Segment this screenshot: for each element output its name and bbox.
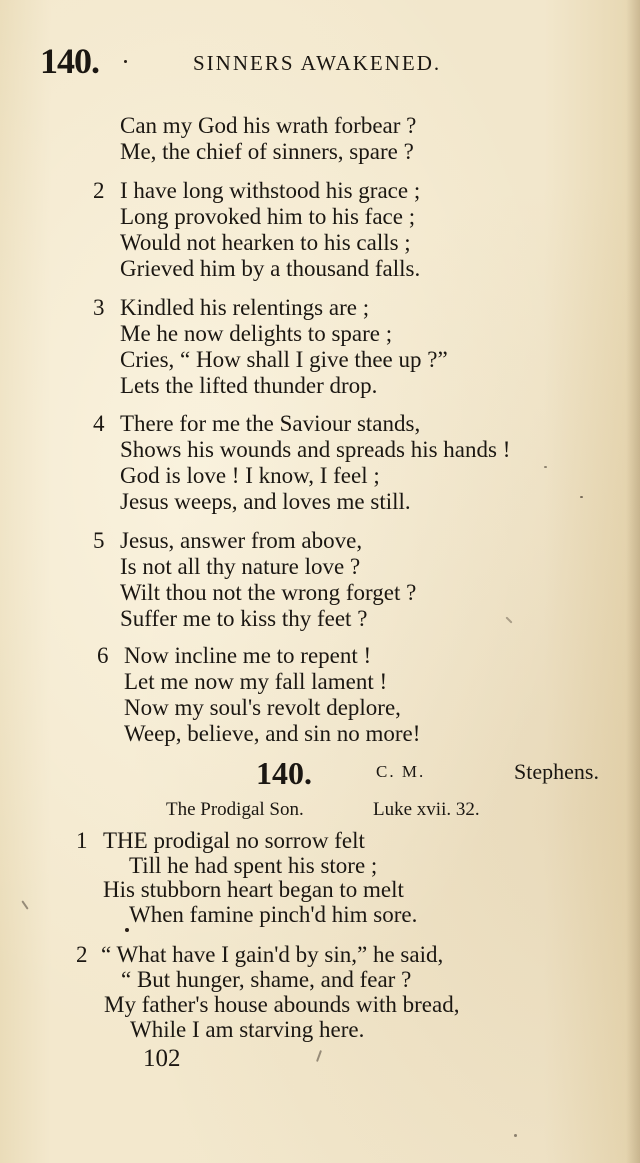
verse-line: While I am starving here. bbox=[130, 1017, 365, 1042]
verse-line: Long provoked him to his face ; bbox=[120, 204, 416, 229]
page-edge-shadow bbox=[626, 0, 640, 1163]
verse-line: Me he now delights to spare ; bbox=[120, 321, 393, 346]
verse-line: THE prodigal no sorrow felt bbox=[103, 828, 365, 853]
ink-speck bbox=[580, 496, 583, 498]
verse-line: Suffer me to kiss thy feet ? bbox=[120, 606, 368, 631]
verse-line: God is love ! I know, I feel ; bbox=[120, 463, 380, 488]
verse-line: Till he had spent his store ; bbox=[129, 853, 378, 878]
verse-line: Now my soul's revolt deplore, bbox=[124, 695, 401, 720]
verse-line: Now incline me to repent ! bbox=[124, 643, 372, 668]
header-hymn-number: 140. bbox=[40, 41, 99, 81]
ink-speck bbox=[505, 616, 512, 623]
verse-line: There for me the Saviour stands, bbox=[120, 411, 421, 436]
verse-line: Is not all thy nature love ? bbox=[120, 554, 361, 579]
verse-line: Jesus weeps, and loves me still. bbox=[120, 489, 411, 514]
hymn-subtitle: The Prodigal Son. bbox=[166, 799, 304, 820]
stanza-number: 1 bbox=[76, 828, 88, 853]
stanza-number: 6 bbox=[97, 643, 109, 668]
ink-speck bbox=[316, 1050, 322, 1062]
verse-line: Me, the chief of sinners, spare ? bbox=[120, 139, 414, 164]
verse-line: Lets the lifted thunder drop. bbox=[120, 373, 378, 398]
verse-line: I have long withstood his grace ; bbox=[120, 178, 421, 203]
stanza-number: 2 bbox=[76, 942, 88, 967]
ink-speck bbox=[544, 466, 547, 468]
verse-line: Kindled his relentings are ; bbox=[120, 295, 370, 320]
verse-line: His stubborn heart began to melt bbox=[103, 877, 404, 902]
stanza-number: 4 bbox=[93, 411, 105, 436]
verse-line: Weep, believe, and sin no more! bbox=[124, 721, 421, 746]
scripture-reference: Luke xvii. 32. bbox=[373, 799, 480, 820]
stanza-number: 2 bbox=[93, 178, 105, 203]
running-title: SINNERS AWAKENED. bbox=[193, 51, 442, 75]
ink-speck bbox=[124, 60, 127, 63]
hymn-number: 140. bbox=[256, 755, 312, 791]
verse-line: Jesus, answer from above, bbox=[120, 528, 363, 553]
verse-line: “ What have I gain'd by sin,” he said, bbox=[101, 942, 444, 967]
verse-line: “ But hunger, shame, and fear ? bbox=[121, 967, 412, 992]
page-number: 102 bbox=[143, 1045, 181, 1072]
stanza-number: 3 bbox=[93, 295, 105, 320]
verse-line: Would not hearken to his calls ; bbox=[120, 230, 411, 255]
verse-line: Shows his wounds and spreads his hands ! bbox=[120, 437, 511, 462]
verse-line: My father's house abounds with bread, bbox=[104, 992, 460, 1017]
verse-line: Cries, “ How shall I give thee up ?” bbox=[120, 347, 448, 372]
ink-speck bbox=[125, 928, 129, 932]
verse-line: Grieved him by a thousand falls. bbox=[120, 256, 421, 281]
stanza-number: 5 bbox=[93, 528, 105, 553]
tune-name: Stephens. bbox=[514, 759, 599, 784]
ink-speck bbox=[514, 1134, 517, 1137]
verse-line: Let me now my fall lament ! bbox=[124, 669, 388, 694]
verse-line: Can my God his wrath forbear ? bbox=[120, 113, 417, 138]
ink-speck bbox=[21, 900, 28, 909]
hymn-meter: C. M. bbox=[376, 762, 426, 781]
verse-line: When famine pinch'd him sore. bbox=[129, 902, 418, 927]
verse-line: Wilt thou not the wrong forget ? bbox=[120, 580, 417, 605]
